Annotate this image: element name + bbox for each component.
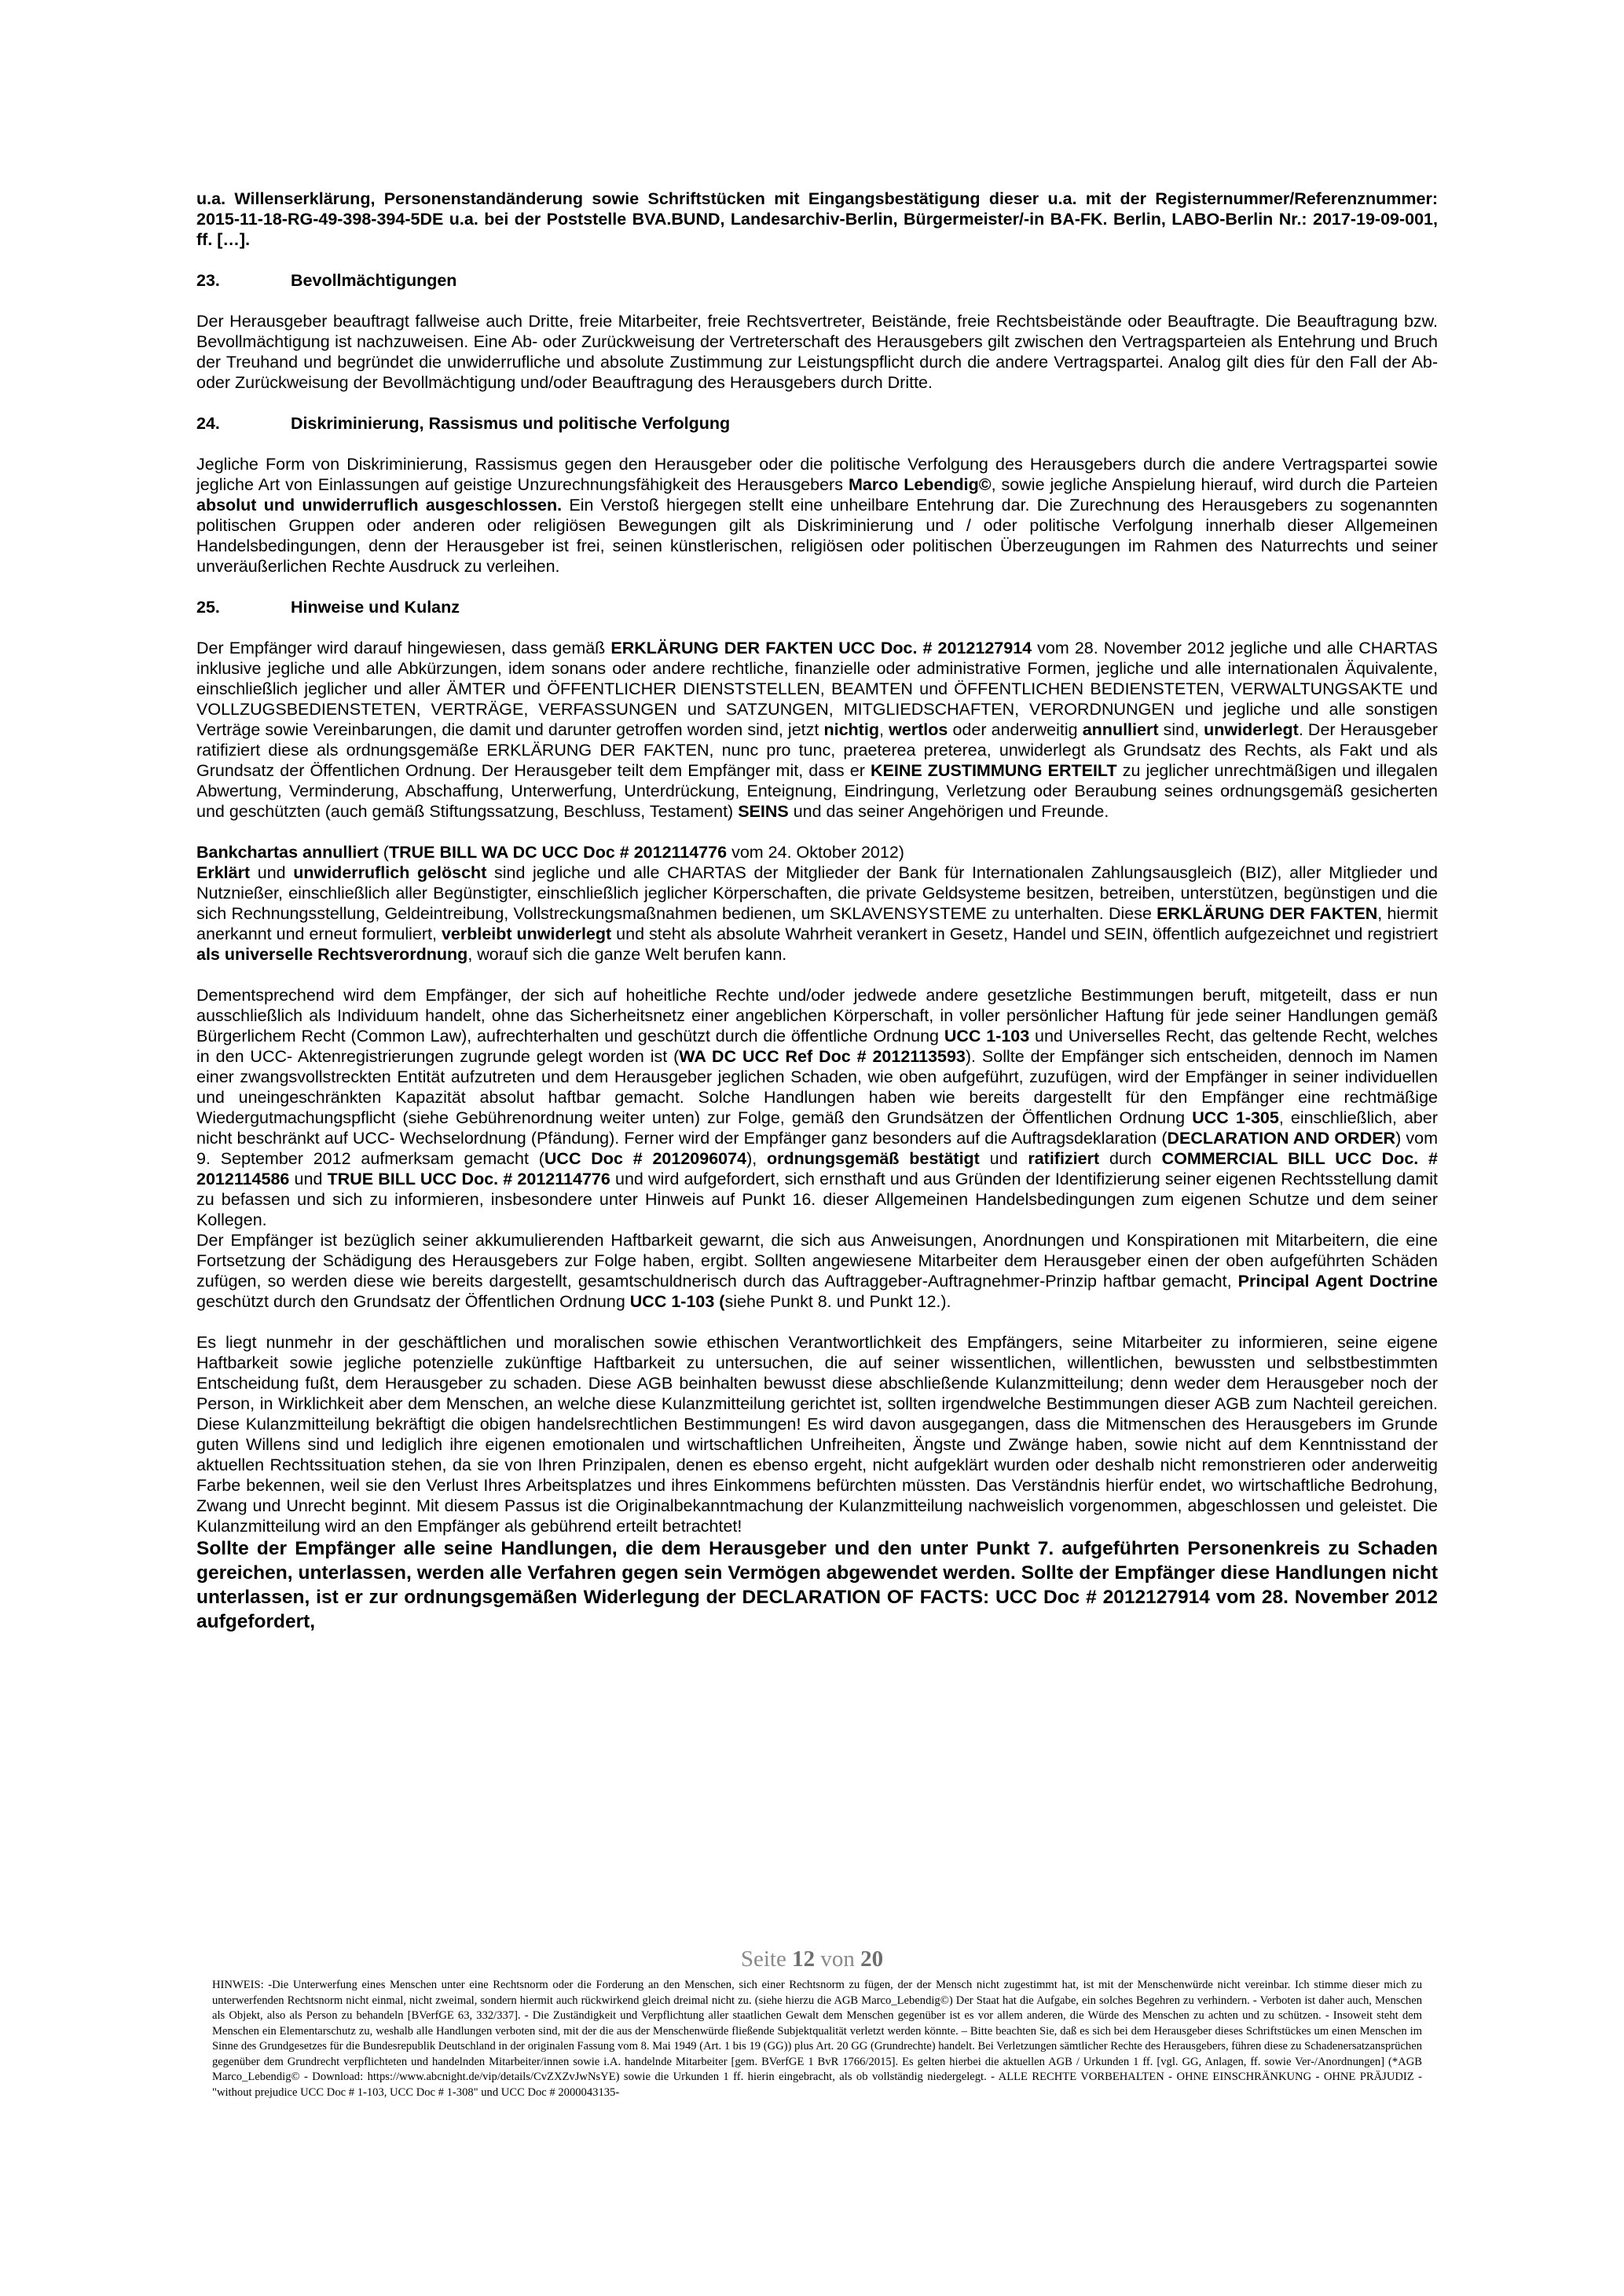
intro-paragraph: u.a. Willenserklärung, Personenstandänderung sowie Schriftstücken mit Eingangsbestätigung dieser u.a. mit der Registernummer/Referenznummer: 2015-11-18-RG-49-398-394-5DE u.a. bei der Poststelle BVA.BUND, Landesarchiv-Berlin, Bürgermeister/-in BA-FK. Berlin, LABO-Berlin Nr.: 2017-19-09-001, ff. […]. bbox=[196, 189, 1438, 249]
section-25-paragraph-3: Erklärt und unwiderruflich gelöscht sind jegliche und alle CHARTAS der Mitglieder der Bank für Internationalen Zahlungsausgleich (BIZ), aller Mitglieder und Nutznießer, einschließlich aller Begünstigter, einschließlich jeglicher Körperschaften, die private Geldsysteme besitzen, betreiben, unterstützen, begünstigen und die sich Rechnungsstellung, Geldeintreibung, Vollstreckungsmaßnahmen bedienen, um SKLAVENSYSTEME zu unterhalten. Diese ERKLÄRUNG DER FAKTEN, hiermit anerkannt und erneut formuliert, verbleibt unwiderlegt und steht als absolute Wahrheit verankert in Gesetz, Handel und SEIN, öffentlich aufgezeichnet und registriert als universelle Rechtsverordnung, worauf sich die ganze Welt berufen kann. bbox=[196, 863, 1438, 964]
section-title: Bevollmächtigungen bbox=[291, 271, 457, 290]
page-number: Seite 12 von 20 bbox=[740, 1946, 884, 1972]
section-25-paragraph-4: Dementsprechend wird dem Empfänger, der sich auf hoheitliche Rechte und/oder jedwede andere gesetzliche Bestimmungen beruft, mitgeteilt, dass er nun ausschließlich als Individuum handelt, ohne das Sicherheitsnetz einer angeblichen Körperschaft, in voller persönlicher Haftung für jede seiner Handlungen gemäß Bürgerlichem Recht (Common Law), aufrechterhalten und geschützt durch die öffentliche Ordnung UCC 1-103 und Universelles Recht, das geltende Recht, welches in den UCC- Aktenregistrierungen zugrunde gelegt worden ist (WA DC UCC Ref Doc # 2012113593). Sollte der Empfänger sich entscheiden, dennoch im Namen einer zwangsvollstreckten Entität aufzutreten und dem Herausgeber jeglichen Schaden, wie oben aufgeführt, zuzufügen, wird der Empfänger in seiner individuellen und uneingeschränkten Kapazität absolut haftbar gemacht. Solche Handlungen haben wie bereits dargestellt für den Empfänger eine rechtmäßige Wiedergutmachungspflicht (siehe Gebührenordnung weiter unten) zur Folge, gemäß den Grundsätzen der Öffentlichen Ordnung UCC 1-305, einschließlich, aber nicht beschränkt auf UCC- Wechselordnung (Pfändung). Ferner wird der Empfänger ganz besonders auf die Auftragsdeklaration (DECLARATION AND ORDER) vom 9. September 2012 aufmerksam gemacht (UCC Doc # 2012096074), ordnungsgemäß bestätigt und ratifiziert durch COMMERCIAL BILL UCC Doc. # 2012114586 und TRUE BILL UCC Doc. # 2012114776 und wird aufgefordert, sich ernsthaft und aus Gründen der Identifizierung seiner eigenen Rechtsstellung damit zu befassen und sich zu informieren, insbesondere unter Hinweis auf Punkt 16. dieser Allgemeinen Handelsbedingungen zum eigenen Schutze und dem seiner Kollegen. bbox=[196, 986, 1439, 1229]
section-25-heading bbox=[196, 597, 1438, 617]
section-24-paragraph: Jegliche Form von Diskriminierung, Rassismus gegen den Herausgeber oder die politische Verfolgung des Herausgebers durch die andere Vertragspartei sowie jegliche Art von Einlassungen auf geistige Unzurechnungsfähigkeit des Herausgebers Marco Lebendig©, sowie jegliche Anspielung hierauf, wird durch die Parteien absolut und unwiderruflich ausgeschlossen. Ein Verstoß hiergegen stellt eine unheilbare Entehrung dar. Die Zurechnung des Herausgebers zu sogenannten politischen Gruppen oder anderen oder religiösen Bewegungen gilt als Diskriminierung und / oder politische Verfolgung innerhalb dieser Allgemeinen Handelsbedingungen, denn der Herausgeber ist frei, seinen künstlerischen, religiösen oder politischen Überzeugungen im Rahmen des Naturrechts und seiner unveräußerlichen Rechte Ausdruck zu verleihen. bbox=[196, 455, 1438, 576]
section-25-paragraph-1: Der Empfänger wird darauf hingewiesen, dass gemäß ERKLÄRUNG DER FAKTEN UCC Doc. # 2012127914 vom 28. November 2012 jegliche und alle CHARTAS inklusive jegliche und alle Abkürzungen, idem sonans oder andere rechtliche, finanzielle oder administrative Formen, jegliche und alle internationalen Äquivalente, einschließlich jeglicher und aller ÄMTER und ÖFFENTLICHER DIENSTSTELLEN, BEAMTEN und ÖFFENTLICHEN BEDIENSTETEN, VERWALTUNGSAKTE und VOLLZUGSBEDIENSTETEN, VERTRÄGE, VERFASSUNGEN und SATZUNGEN, MITGLIEDSCHAFTEN, VERORDNUNGEN und jegliche und alle sonstigen Verträge sowie Vereinbarungen, die damit und darunter getroffen worden sind, jetzt nichtig, wertlos oder anderweitig annulliert sind, unwiderlegt. Der Herausgeber ratifiziert diese als ordnungsgemäße ERKLÄRUNG DER FAKTEN, nunc pro tunc, praeterea preterea, unwiderlegt als Grundsatz des Rechts, als Fakt und als Grundsatz der Öffentlichen Ordnung. Der Herausgeber teilt dem Empfänger mit, dass er KEINE ZUSTIMMUNG ERTEILT zu jeglicher unrechtmäßigen und illegalen Abwertung, Verminderung, Abschaffung, Unterwerfung, Unterdrückung, Enteignung, Eindringung, Verletzung oder Beraubung seines ordnungsgemäß gesicherten und geschützten (auch gemäß Stiftungssatzung, Beschluss, Testament) SEINS und das seiner Angehörigen und Freunde. bbox=[196, 639, 1439, 821]
section-23-paragraph: Der Herausgeber beauftragt fallweise auch Dritte, freie Mitarbeiter, freie Rechtsvertreter, Beistände, freie Rechtsbeistände oder Beauftragte. Die Beauftragung bzw. Bevollmächtigung ist nachzuweisen. Eine Ab- oder Zurückweisung der Vertreterschaft des Herausgebers gilt zwischen den Vertragsparteien als Entehrung und Bruch der Treuhand und begründet die unwiderrufliche und absolute Zustimmung zur Leistungspflicht durch die andere Vertragspartei. Analog gilt dies für den Fall der Ab- oder Zurückweisung der Bevollmächtigung und/oder Beauftragung des Herausgebers durch Dritte. bbox=[196, 312, 1438, 392]
section-number: 25. bbox=[196, 598, 220, 617]
section-25-paragraph-6: Es liegt nunmehr in der geschäftlichen und moralischen sowie ethischen Verantwortlichkeit des Empfängers, seine Mitarbeiter zu informieren, seine eigene Haftbarkeit sowie jegliche potenzielle zukünftige Haftbarkeit zu untersuchen, die auf seiner wissentlichen, willentlichen, bewussten und selbstbestimmten Entscheidung fußt, dem Herausgeber zu schaden. Diese AGB beinhalten bewusst diese abschließende Kulanzmitteilung; denn weder dem Herausgeber noch der Person, in Wirklichkeit aber dem Menschen, an welche diese Kulanzmitteilung gerichtet ist, sollten irgendwelche Bestimmungen dieser AGB zum Nachteil gereichen. Diese Kulanzmitteilung bekräftigt die obigen handelsrechtlichen Bestimmungen! Es wird davon ausgegangen, dass die Mitmenschen des Herausgebers im Grunde guten Willens sind und lediglich ihre eigenen emotionalen und wirtschaftlichen Unfreiheiten, Ängste und Zwänge haben, sowie nicht auf dem Kenntnisstand der aktuellen Rechtssituation stehen, da sie von Ihren Prinzipalen, denen es ebenso ergeht, nicht aufgeklärt wurden oder deshalb nicht remonstrieren oder anderweitig Farbe bekennen, weil sie den Verlust Ihres Arbeitsplatzes und ihres Einkommens befürchten müssten. Das Verständnis hierfür endet, wo wirtschaftliche Bedrohung, Zwang und Unrecht beginnt. Mit diesem Passus ist die Originalbekanntmachung der Kulanzmitteilung nachweislich vorgenommen, abgeschlossen und geleistet. Die Kulanzmitteilung wird an den Empfänger als gebührend erteilt betrachtet! bbox=[196, 1333, 1438, 1536]
section-24-heading bbox=[196, 413, 1438, 434]
section-number: 24. bbox=[196, 414, 220, 433]
section-23-heading bbox=[196, 270, 1438, 291]
section-title: Hinweise und Kulanz bbox=[291, 598, 460, 617]
page-content bbox=[196, 189, 1438, 1634]
final-bold-paragraph: Sollte der Empfänger alle seine Handlungen, die dem Herausgeber und den unter Punkt 7. aufgeführten Personenkreis zu Schaden gereichen, unterlassen, werden alle Verfahren gegen sein Vermögen abgewendet werden. Sollte der Empfänger diese Handlungen nicht unterlassen, ist er zur ordnungsgemäßen Widerlegung der DECLARATION OF FACTS: UCC Doc # 2012127914 vom 28. November 2012 aufgefordert, bbox=[196, 1538, 1438, 1632]
bankchartas-subheading: Bankchartas annulliert (TRUE BILL WA DC UCC Doc # 2012114776 vom 24. Oktober 2012) bbox=[196, 843, 904, 862]
section-number: 23. bbox=[196, 271, 220, 290]
footer-note: HINWEIS: -Die Unterwerfung eines Menschen unter eine Rechtsnorm oder die Forderung an den Menschen, sich einer Rechtsnorm zu fügen, der der Mensch nicht zugestimmt hat, ist mit der Menschenwürde nicht vereinbar. Ich stimme dieser mich zu unterwerfenden Rechtsnorm nicht einmal, nicht zweimal, sondern hiermit auch rückwirkend gleich dreimal nicht zu. (siehe hierzu die AGB Marco_Lebendig©) Der Staat hat die Aufgabe, ein solches Begehren zu verhindern. - Verboten ist daher auch, Menschen als Objekt, also als Person zu behandeln [BVerfGE 63, 332/337]. - Die Zuständigkeit und Verpflichtung aller staatlichen Gewalt dem Menschen gegenüber ist es vor allem anderen, die Würde des Menschen zu achten und zu schützen. - Insoweit steht dem Menschen ein Elementarschutz zu, weshalb alle Handlungen verboten sind, mit der die aus der Menschenwürde fließende Subjektqualität verletzt werden könnte. – Bitte beachten Sie, daß es sich bei dem Herausgeber dieses Schriftstückes um einen Menschen im Sinne des Grundgesetzes für die Bundesrepublik Deutschland in der originalen Fassung vom 8. Mai 1949 (Art. 1 bis 19 (GG)) plus Art. 20 GG (Grundrechte) handelt. Bei Verletzungen sämtlicher Rechte des Herausgebers, führen diese zu Schadenersatzansprüchen gegenüber dem Grundrecht verpflichteten und handelnden Mitarbeiter/innen sowie i.A. handelnde Mitarbeiter [gem. BVerfGE 1 BvR 1766/2015]. Es gelten hierbei die aktuellen AGB / Urkunden 1 ff. [vgl. GG, Anlagen, ff. sowie Ver-/Anordnungen] (*AGB Marco_Lebendig© - Download: https://www.abcnight.de/vip/details/CvZXZvJwNsYE) sowie die Urkunden 1 ff. hierin eingebracht, als ob vollständig niedergelegt. - ALLE RECHTE VORBEHALTEN - OHNE EINSCHRÄNKUNG - OHNE PRÄJUDIZ - "without prejudice UCC Doc # 1-103, UCC Doc # 1-308" und UCC Doc # 2000043135- bbox=[212, 1979, 1422, 2099]
section-25-paragraph-5: Der Empfänger ist bezüglich seiner akkumulierenden Haftbarkeit gewarnt, die sich aus Anweisungen, Anordnungen und Konspirationen mit Mitarbeitern, die eine Fortsetzung der Schädigung des Herausgebers zur Folge haben, ergibt. Sollten angewiesene Mitarbeiter dem Herausgeber einen der oben aufgeführten Schäden zufügen, so werden diese wie bereits dargestellt, gesamtschuldnerisch durch das Auftraggeber-Auftragnehmer-Prinzip haftbar gemacht, Principal Agent Doctrine geschützt durch den Grundsatz der Öffentlichen Ordnung UCC 1-103 (siehe Punkt 8. und Punkt 12.). bbox=[196, 1231, 1439, 1311]
section-title: Diskriminierung, Rassismus und politische Verfolgung bbox=[291, 414, 731, 433]
